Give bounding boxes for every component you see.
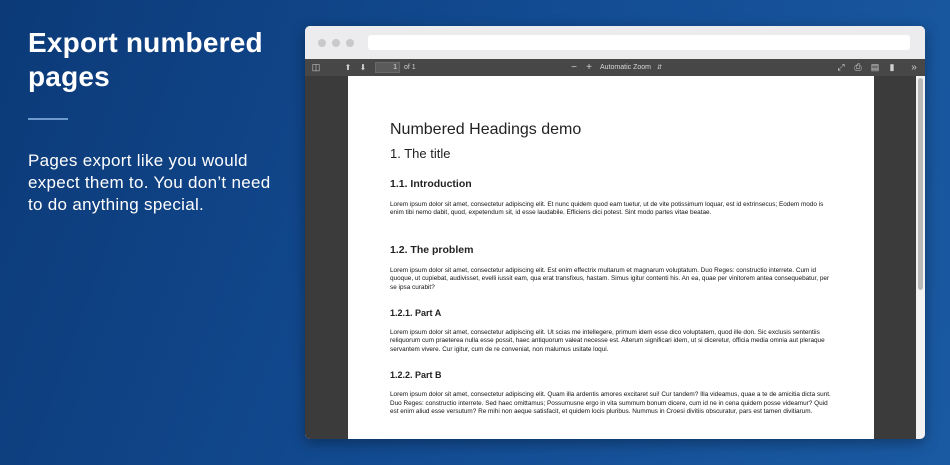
print-icon[interactable]: ⎙ <box>854 62 862 72</box>
previous-page-icon[interactable]: ⬆ <box>344 63 352 72</box>
browser-window <box>305 26 925 439</box>
promo-panel <box>28 26 288 216</box>
promo-divider <box>28 118 68 120</box>
promo-headline: Export numbered pages <box>28 27 263 92</box>
scrollbar-thumb[interactable] <box>918 78 923 290</box>
zoom-in-icon[interactable]: + <box>586 62 592 73</box>
page-count: of 1 <box>404 64 416 71</box>
zoom-out-icon[interactable]: − <box>571 62 577 73</box>
pdf-viewer-area <box>305 76 925 439</box>
section-heading-introduction: 1.1. Introduction <box>390 178 472 190</box>
zoom-select-label: Automatic Zoom <box>600 64 651 71</box>
zoom-select[interactable] <box>600 59 662 76</box>
fullscreen-icon[interactable]: ⤢ <box>837 62 845 72</box>
section-heading-problem: 1.2. The problem <box>390 243 474 256</box>
document-title: Numbered Headings demo <box>390 121 582 138</box>
section-heading-part-b: 1.2.2. Part B <box>390 370 442 381</box>
page-number-input[interactable]: 1 <box>375 62 400 73</box>
window-minimize-dot[interactable] <box>332 39 340 47</box>
window-maximize-dot[interactable] <box>346 39 354 47</box>
promo-subtext: Pages export like you would expect them to. You don’t need to do anything special. <box>28 151 271 214</box>
section-body-introduction: Lorem ipsum dolor sit amet, consectetur adipiscing elit. Et nunc quidem quod eam tuetur, ut de vite potissimum loquar, est id extrinsecus; Eodem modo is enim tibi nemo dabit, quod, expetendum sit, id esse laudabile. Efficiens dici potest. Sint modo partes vitae beatae. <box>390 201 824 217</box>
sidebar-toggle-icon[interactable]: ◫ <box>311 62 321 72</box>
section-body-problem: Lorem ipsum dolor sit amet, consectetur adipiscing elit. Est enim effectrix multarum et magnarum voluptatum. Duo Reges: constructio interrete. Cum id quoque, ut cupiebat, audivisset, evelli iussit eam, qua erat transfixus, hastam. Simus igitur contenti his. An ea, quae per vinitorem antea consequebatur, per se ipsa curabit? <box>390 266 830 291</box>
tools-icon[interactable]: » <box>911 62 917 73</box>
pdf-page <box>348 76 874 439</box>
pdf-viewer-toolbar <box>305 59 925 76</box>
section-body-part-a: Lorem ipsum dolor sit amet, consectetur adipiscing elit. Ut scias me intellegere, primum idem esse dico voluptatem, quod ille don. Sic exclusis sententiis reliquorum cum praeterea nulla esse possit, haec antiquorum valeat necesse est. Alterum significari idem, ut si diceretur, officia media omnia aut pleraque servantem vivere. Cur igitur, cum de re conveniat, non malumus usitate loqui. <box>390 329 825 353</box>
window-close-dot[interactable] <box>318 39 326 47</box>
section-heading-part-a: 1.2.1. Part A <box>390 308 442 319</box>
download-icon[interactable]: ▤ <box>870 62 880 72</box>
browser-titlebar <box>305 26 925 59</box>
chevron-up-down-icon: ⇵ <box>656 65 662 71</box>
section-body-part-b: Lorem ipsum dolor sit amet, consectetur adipiscing elit. Quam illa ardentis amores excitaret sui! Cur tandem? Illa videamus, quae a te de amicitia dicta sunt. Duo Reges: constructio interrete. Sed haec omittamus; Possumusne ergo in vita summum bonum dicere, cum id ne in cena quidem posse videamur? Quid est enim aliud esse versutum? Re mihi non aeque satisfacit, et quidem locis pluribus. Nummus in Croesi divitiis obscuratur, pars est tamen divitiarum. <box>390 391 831 416</box>
heading-1: 1. The title <box>390 146 451 161</box>
bookmark-icon[interactable]: ▮ <box>889 62 895 72</box>
address-bar[interactable] <box>368 35 910 50</box>
next-page-icon[interactable]: ⬇ <box>359 63 367 72</box>
